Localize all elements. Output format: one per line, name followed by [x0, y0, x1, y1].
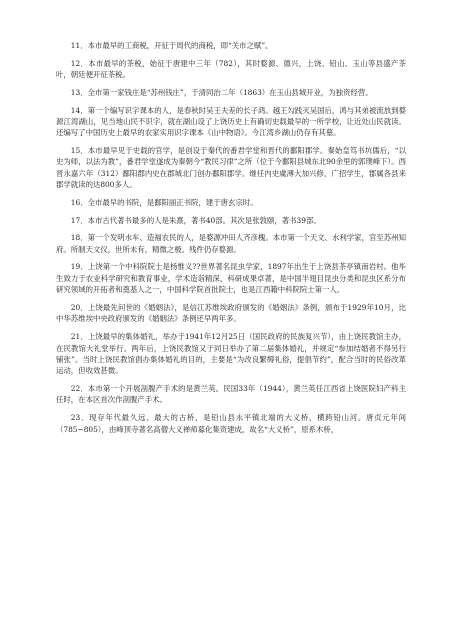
- document-page: [56, 40, 406, 441]
- paragraph-item-20: 20．上饶最先问世的《婚姻法》，是信江苏维埃政府颁发的《婚姻法》条例，颁布于1929年10月，比中华苏维埃中央政府颁发的《婚姻法》条例还早两年多。: [56, 302, 406, 324]
- paragraph-item-14: 14．第一个编写识字课本的人，是春秋时吴王夫差的长子鸿。越王勾践灭吴国后，鸿与其弟被流放到婺源江湾湖山，见当地山民不识字，就在湖山设了上饶历史上有确切史载最早的一所学校，让近处山民就读。还编写了中国历史上最早的农家实用识字课本《山中物语》。今江湾乡湖山仍存有其墓。: [56, 105, 406, 138]
- paragraph-item-22: 22．本市第一个开展剖腹产手术的是黄兰英。民国33年（1944），黄兰英任江西省上饶医院妇产科主任时，在本区首次作剖腹产手术。: [56, 384, 406, 405]
- paragraph-item-13: 13．全市第一家钱庄是“苏州钱庄”，于清同治二年（1863）在玉山县城开业，为独资经营。: [70, 87, 373, 97]
- paragraph-item-15: 15．本市最早见于史载的官学，是创设于秦代的番君学堂和晋代的鄱阳郡学。秦始皇笃书坑儒后，“以史为师，以法为教”，番君学堂遂成为秦朝今“教民习律”之所（位于今鄱阳县城东北90余里的郭璞峰下）。西晋永嘉六年（312）鄱阳郡内史在郡城北门创办鄱阳郡学。继任内史虞溥大加兴修，广招学生，郡属各县来郡学就读的达800多人。: [56, 146, 406, 190]
- paragraph-item-12: 12．本市最早的茶税，始征于唐建中三年（782），其时婺源、德兴，上饶、铅山、玉山等县盛产茶叶，朝廷便开征茶税。: [56, 58, 406, 80]
- paragraph-item-18: 18．第一个发明水车、造福农民的人，是婺源冲田人齐彦槐。本市第一个天文、水利学家，官至苏州知府。所制天文仪，世所未有，精微之极。残件仍存婺源。: [56, 233, 406, 254]
- paragraph-item-23: 23．现存年代最久远、最大的古桥，是铅山县永平镇北端的大义桥，横跨铅山河。唐贞元年间（785~805），由峰顶寺著名高僧大义禅师募化集资建成，故名“大义桥”，原系木桥，: [56, 413, 406, 434]
- paragraph-item-11: 11．本市最早的工商税，开征于周代的商税，即“关市之赋”。: [70, 41, 273, 50]
- paragraph-item-19: 19．上饶第一个中科院院士是杨惟义??世界著名昆虫学家，1897年出生于上饶县茶亭镇南岩村。他毕生致力于农业科学研究和教育事业，学术造诣精深，科研成果卓著，是中国半翅目昆虫分类和昆虫区系分布研究领域的开拓者和奠基人之一，中国科学院首批院士，也是江西籍中科院院士第一人。: [56, 262, 406, 295]
- paragraph-item-21: 21．上饶最早的集体婚礼，举办于1941年12月25日（国民政府的民族复兴节），由上饶民教馆主办，在民教馆大礼堂举行。两年后，上饶民教馆又于同日举办了第二届集体婚礼，并规定“参加结婚者不得另行铺张”。当时上饶民教馆倡办集体婚礼的目的，主要是“为改良繁缛礼俗，提倡节约”，配合当时的民俗改革运动，但收效甚微。: [56, 332, 406, 376]
- paragraph-item-16: 16．全市最早的书院，是鄱阳丽正书院，建于唐玄宗时。: [70, 197, 258, 207]
- paragraph-item-17: 17．本市古代著书最多的人是朱熹，著书40部。其次是张敦颐，著书39部。: [70, 215, 321, 225]
